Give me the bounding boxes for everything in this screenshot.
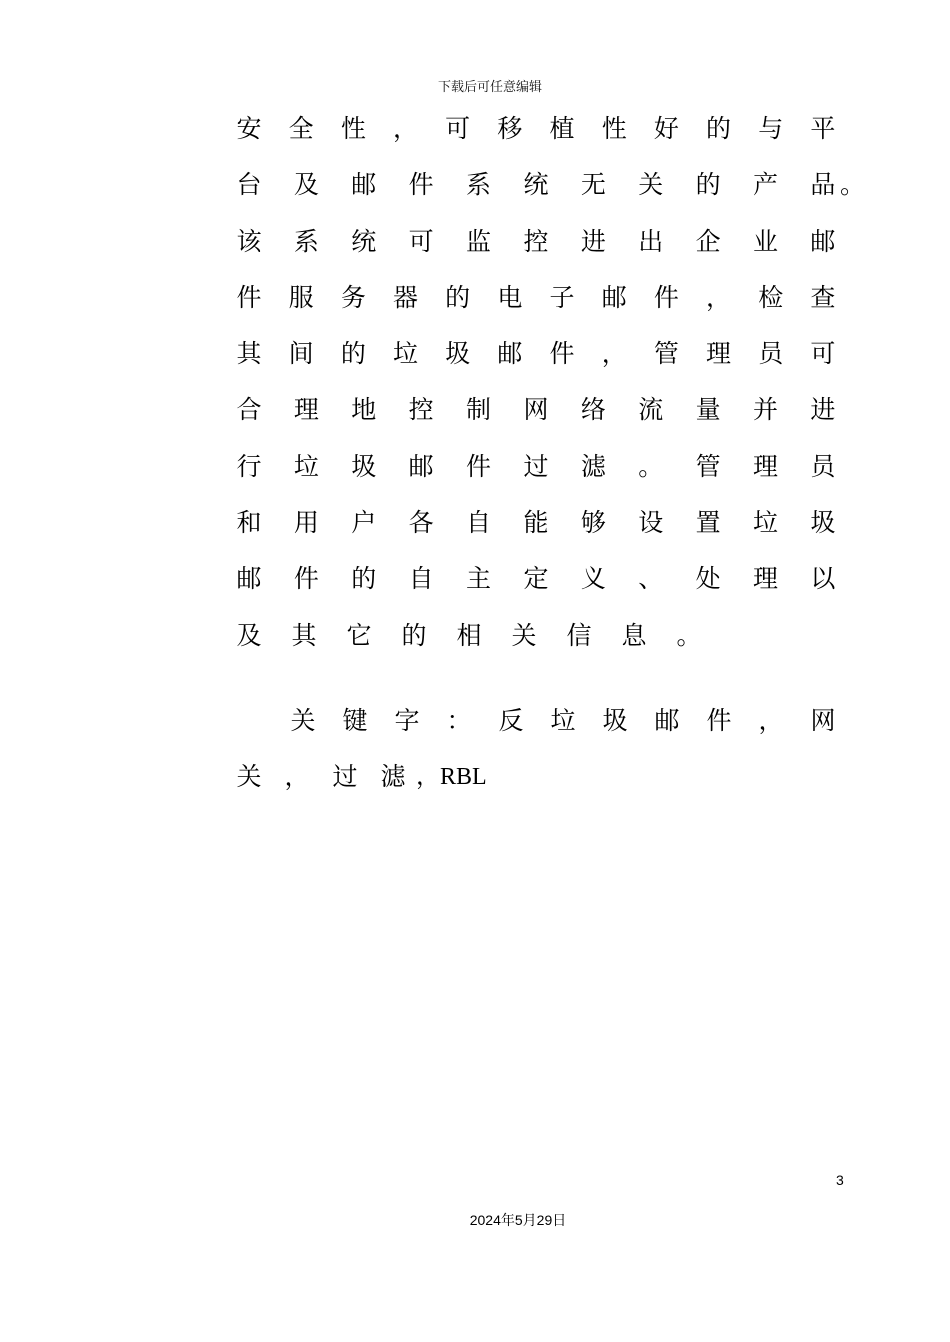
body-char: 检 [758, 282, 784, 312]
body-char: 及 [293, 170, 319, 200]
keyword-char: 字 [394, 706, 420, 735]
body-char: 圾 [351, 451, 377, 481]
body-char: 平 [810, 114, 836, 143]
body-char: 的 [401, 620, 427, 650]
body-text [236, 108, 836, 671]
body-char: 够 [580, 508, 606, 538]
body-char: 置 [695, 508, 721, 538]
body-char: 理 [753, 564, 779, 594]
keyword-char: ， [284, 762, 310, 791]
keyword-char: 关 [236, 762, 262, 791]
body-char: 和 [236, 508, 262, 538]
body-char: 间 [288, 339, 314, 369]
keyword-char: ： [446, 706, 472, 735]
keyword-char: 滤 [380, 762, 406, 791]
body-char: 能 [523, 508, 549, 538]
body-line [236, 446, 836, 502]
body-char: 它 [346, 620, 372, 650]
body-char: 流 [638, 395, 664, 425]
body-char: 制 [466, 395, 492, 425]
keyword-char: 关 [290, 706, 316, 735]
body-char: 监 [466, 226, 492, 256]
body-char: 过 [523, 451, 549, 481]
body-char: 控 [523, 226, 549, 256]
keyword-char: 反 [498, 706, 524, 735]
body-char: 垃 [753, 508, 779, 538]
body-char: 管 [695, 451, 721, 481]
body-char: 控 [408, 395, 434, 425]
body-char: 品 [810, 170, 836, 200]
body-char: 邮 [601, 282, 627, 312]
body-char: 滤 [580, 451, 606, 481]
body-char: 可 [445, 114, 471, 143]
body-char: ， [601, 339, 627, 369]
body-char: 出 [638, 226, 664, 256]
body-char: 进 [810, 395, 836, 425]
body-char: 件 [466, 451, 492, 481]
body-char: 垃 [393, 339, 419, 369]
body-char: 用 [293, 508, 319, 538]
body-char: 员 [758, 339, 784, 369]
body-char: 务 [340, 282, 366, 312]
body-char: 地 [351, 395, 377, 425]
body-char: 圾 [810, 508, 836, 538]
overflow-period: 。 [840, 170, 866, 199]
body-char: 的 [695, 170, 721, 200]
body-char: 理 [293, 395, 319, 425]
body-char: 垃 [293, 451, 319, 481]
body-char: 植 [549, 114, 575, 143]
body-line [236, 108, 836, 164]
body-char: 的 [340, 339, 366, 369]
body-char: 电 [497, 282, 523, 312]
body-line [236, 502, 836, 558]
body-char: 户 [351, 508, 377, 538]
body-char: 圾 [445, 339, 471, 369]
keyword-char: 圾 [602, 706, 628, 735]
body-char: 合 [236, 395, 262, 425]
body-char: 与 [758, 114, 784, 143]
body-char: 以 [810, 564, 836, 594]
body-char: 器 [393, 282, 419, 312]
keywords-line-1 [236, 700, 836, 756]
body-char: 系 [293, 226, 319, 256]
body-char: 进 [580, 226, 606, 256]
body-char: 理 [706, 339, 732, 369]
body-char: 网 [523, 395, 549, 425]
body-char: 义 [580, 564, 606, 594]
body-char: 好 [653, 114, 679, 143]
body-char: 息 [621, 620, 647, 650]
body-char: 自 [408, 564, 434, 594]
body-char: 无 [580, 170, 606, 200]
body-char: 全 [288, 114, 314, 143]
body-char: 邮 [810, 226, 836, 256]
body-char: 件 [236, 282, 262, 312]
body-line [236, 277, 836, 333]
body-char: 。 [638, 451, 664, 481]
body-char: 件 [549, 339, 575, 369]
body-char: 件 [293, 564, 319, 594]
body-char: ， [706, 282, 732, 312]
keyword-latin: ，RBL [416, 764, 487, 790]
body-char: 子 [549, 282, 575, 312]
body-char: 主 [466, 564, 492, 594]
body-char: 的 [706, 114, 732, 143]
body-char: 关 [638, 170, 664, 200]
body-char: 邮 [497, 339, 523, 369]
body-line [236, 164, 836, 220]
keyword-char: 件 [706, 706, 732, 735]
keyword-char: 垃 [550, 706, 576, 735]
body-char: 自 [466, 508, 492, 538]
body-char: 产 [753, 170, 779, 200]
keyword-char: 邮 [654, 706, 680, 735]
body-char: 该 [236, 226, 262, 256]
body-char: 性 [601, 114, 627, 143]
body-char: 性 [340, 114, 366, 143]
body-char: 相 [456, 620, 482, 650]
keyword-char: 键 [342, 706, 368, 735]
body-line [236, 221, 836, 277]
body-char: 业 [753, 226, 779, 256]
body-char: 、 [638, 564, 664, 594]
body-char: ， [393, 114, 419, 143]
body-line [236, 333, 836, 389]
body-char: 的 [445, 282, 471, 312]
body-char: 关 [511, 620, 537, 650]
body-char: 邮 [236, 564, 262, 594]
body-char: 服 [288, 282, 314, 312]
body-char: 移 [497, 114, 523, 143]
body-char: 的 [351, 564, 377, 594]
body-char: 件 [653, 282, 679, 312]
body-char: 处 [695, 564, 721, 594]
body-line [236, 615, 836, 671]
body-char: 安 [236, 114, 262, 143]
body-char: 行 [236, 451, 262, 481]
body-char: 各 [408, 508, 434, 538]
page-header-note: 下载后可任意编辑 [437, 80, 542, 95]
body-char: 可 [810, 339, 836, 369]
keyword-char: ， [758, 706, 784, 735]
body-char: 员 [810, 451, 836, 481]
body-char: 系 [466, 170, 492, 200]
body-char: 其 [291, 620, 317, 650]
body-char: 量 [695, 395, 721, 425]
body-char: 统 [351, 226, 377, 256]
footer-date: 2024年5月29日 [469, 1212, 567, 1228]
body-line [236, 389, 836, 445]
body-char: 邮 [408, 451, 434, 481]
body-char: 其 [236, 339, 262, 369]
body-char: 定 [523, 564, 549, 594]
body-char: 查 [810, 282, 836, 312]
keywords-line-2 [236, 756, 836, 812]
body-line [236, 558, 836, 614]
body-char: 管 [653, 339, 679, 369]
body-char: 理 [753, 451, 779, 481]
body-char: 企 [695, 226, 721, 256]
page-number: 3 [836, 1172, 844, 1188]
body-char: 设 [638, 508, 664, 538]
body-char: 统 [523, 170, 549, 200]
body-char: 邮 [351, 170, 377, 200]
keyword-char: 过 [332, 762, 358, 791]
body-char: 并 [753, 395, 779, 425]
keywords-section [236, 700, 836, 812]
body-char: 络 [580, 395, 606, 425]
body-char: 件 [408, 170, 434, 200]
body-char: 及 [236, 620, 262, 650]
body-char: 台 [236, 170, 262, 200]
keyword-char: 网 [810, 706, 836, 735]
body-char: 信 [566, 620, 592, 650]
body-char: 可 [408, 226, 434, 256]
body-char: 。 [676, 620, 702, 650]
